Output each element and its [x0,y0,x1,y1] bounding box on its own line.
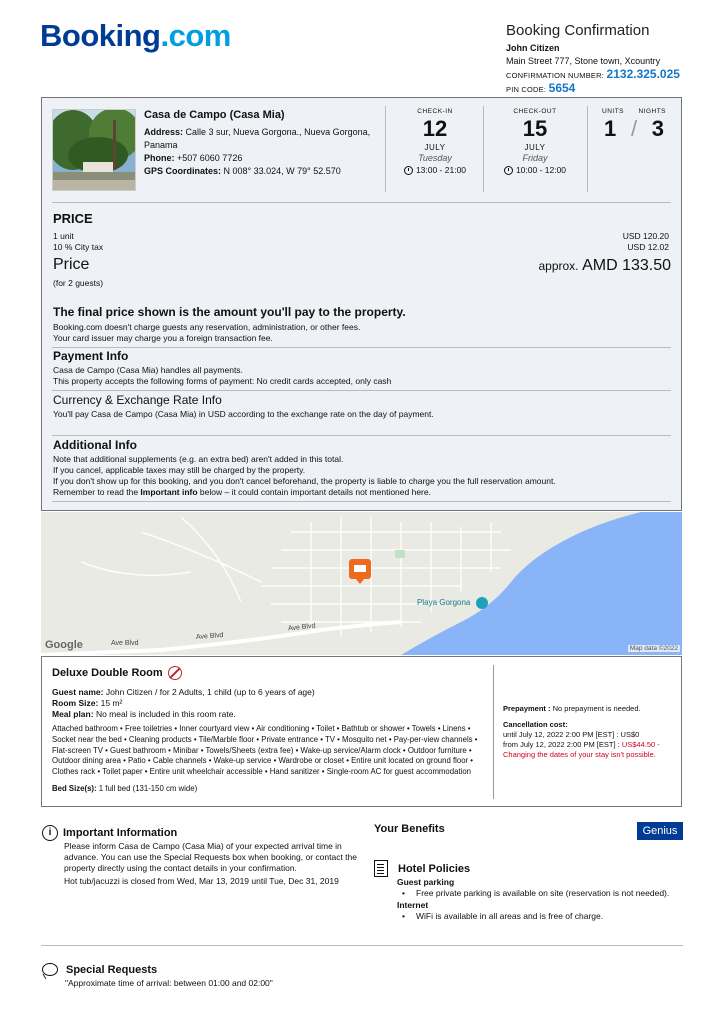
unit-value: USD 120.20 [622,231,669,241]
bed-size: Bed Size(s): 1 full bed (131-150 cm wide) [52,783,198,793]
cancellation-policy: Prepayment : No prepayment is needed. Cancellation cost: until July 12, 2022 2:00 PM [EST] : US$0 from July 12, 2022 2:00 PM [EST] : US$44.50 - Changing the dates of your stay isn't possible. [503,704,660,759]
checkout-block: CHECK-OUT 15 JULY Friday 10:00 - 12:00 [490,108,580,175]
clock-icon [404,166,413,175]
checkout-day: 15 [522,116,548,141]
no-smoking-icon [168,666,182,680]
divider [52,390,671,391]
guest-count: (for 2 guests) [53,278,104,288]
divider [493,665,494,799]
hotel-policies-section: Hotel Policies Guest parking • Free private parking is available on site (reservation is not needed). Internet • WiFi is available in all areas and is free of charge. [374,860,684,921]
divider [52,347,671,348]
divider [52,435,671,436]
hotel-details [144,109,382,178]
guest-name: John Citizen [506,43,560,53]
units-nights-block: UNITS NIGHTS 1 / 3 [602,108,666,141]
confirmation-number: CONFIRMATION NUMBER: 2132.325.025 [506,67,680,81]
checkin-block: CHECK-IN 12 JULY Tuesday 13:00 - 21:00 [392,108,478,175]
confirmation-header [506,22,716,96]
special-requests-section: Special Requests "Approximate time of arrival: between 01:00 and 02:00" [42,963,442,988]
unit-label: 1 unit [53,231,74,241]
additional-info-section: Additional Info Note that additional supplements (e.g. an extra bed) aren't added in this total. If you cancel, applicable taxes may still be charged by the property. If you don't show up for this booking, and you don't cancel beforehand, the property is liable to charge you the full reservation amount. Remember to read the Important info below – it could contain important details not mentioned here. [53,438,556,497]
hotel-address: Address: Calle 3 sur, Nueva Gorgona., Nueva Gorgona, Panama [144,127,371,150]
divider [41,945,683,946]
price-title: PRICE [53,211,93,226]
currency-section: Currency & Exchange Rate Info You'll pay Casa de Campo (Casa Mia) in USD according to the exchange rate on the day of payment. [53,393,434,419]
room-guest: Guest name: John Citizen / for 2 Adults, 1 child (up to 6 years of age) [52,687,315,697]
room-size: Room Size: 15 m² [52,698,123,708]
important-title: Important Information [63,827,178,839]
room-details [52,666,485,793]
divider [52,501,671,502]
hotel-phone: Phone: +507 6060 7726 [144,153,243,163]
google-logo: Google [45,639,83,651]
units-count: 1 [604,116,617,141]
booking-logo: Booking.com [40,18,231,53]
map-place-label: Playa Gorgona [417,598,471,607]
divider [483,106,484,192]
map-attribution: Map data ©2022 [629,645,678,652]
speech-bubble-icon [42,963,58,976]
divider [52,202,671,203]
nights-count: 3 [651,116,664,141]
important-info-section: i Important Information Please inform Casa de Campo (Casa Mia) of your expected arrival time in advance. You can use the Special Requests box when booking, or contact the property directly using the contact details in your confirmation. Hot tub/jacuzzi is closed from Wed, Mar 13, 2019 until Tue, Dec 31, 2019 [42,825,357,887]
final-price-section: The final price shown is the amount you'll pay to the property. Booking.com doesn't charge guests any reservation, administration, or other fees. Your card issuer may charge you a foreign transaction fee. [53,305,406,343]
clock-icon [504,166,513,175]
checkin-day: 12 [422,116,448,141]
page-title: Booking Confirmation [506,22,650,39]
hotel-name: Casa de Campo (Casa Mia) [144,109,285,121]
room-name: Deluxe Double Room [52,667,163,679]
payment-info-section: Payment Info Casa de Campo (Casa Mia) handles all payments. This property accepts the following forms of payment: No credit cards accepted, only cash [53,349,392,386]
tax-value: USD 12.02 [627,242,669,252]
policy-document-icon [374,860,388,877]
hotel-gps: GPS Coordinates: N 008° 33.024, W 79° 52.570 [144,166,341,176]
divider [587,106,588,192]
total-price: approx. AMD 133.50 [538,257,671,274]
benefits-title: Your Benefits [374,823,445,835]
room-amenities: Attached bathroom • Free toiletries • Inner courtyard view • Air conditioning • Toilet • Bathtub or shower • Towels • Linens • Socket near the bed • Cleaning products • Tile/Marble floor • Private entrance • TV • Mosquito net • Pay-per-view channels • Flat-screen TV • Guest bathroom • Minibar • Towels/Sheets (extra fee) • Wake-up service/Alarm clock • Outdoor furniture • Outdoor dining area • Patio • Cable channels • Wake-up service • Wardrobe or closet • Entire unit located on ground floor • Clothes rack • Toilet paper • Entire unit wheelchair accessible • Hand sanitizer • Single-room AC for guest accommodation [52,724,478,777]
info-icon: i [42,825,58,841]
divider [385,106,386,192]
hotel-photo [52,109,136,191]
meal-plan: Meal plan: No meal is included in this room rate. [52,709,236,719]
tax-label: 10 % City tax [53,242,104,252]
pin-code: PIN CODE: 5654 [506,81,576,95]
location-map[interactable]: Ave Blvd Ave Blvd Ave Blvd Playa Gorgona Google Map data ©2022 [41,512,682,655]
price-label: Price [53,256,90,273]
genius-badge: Genius [637,822,683,840]
guest-address: Main Street 777, Stone town, Xcountry [506,56,661,66]
